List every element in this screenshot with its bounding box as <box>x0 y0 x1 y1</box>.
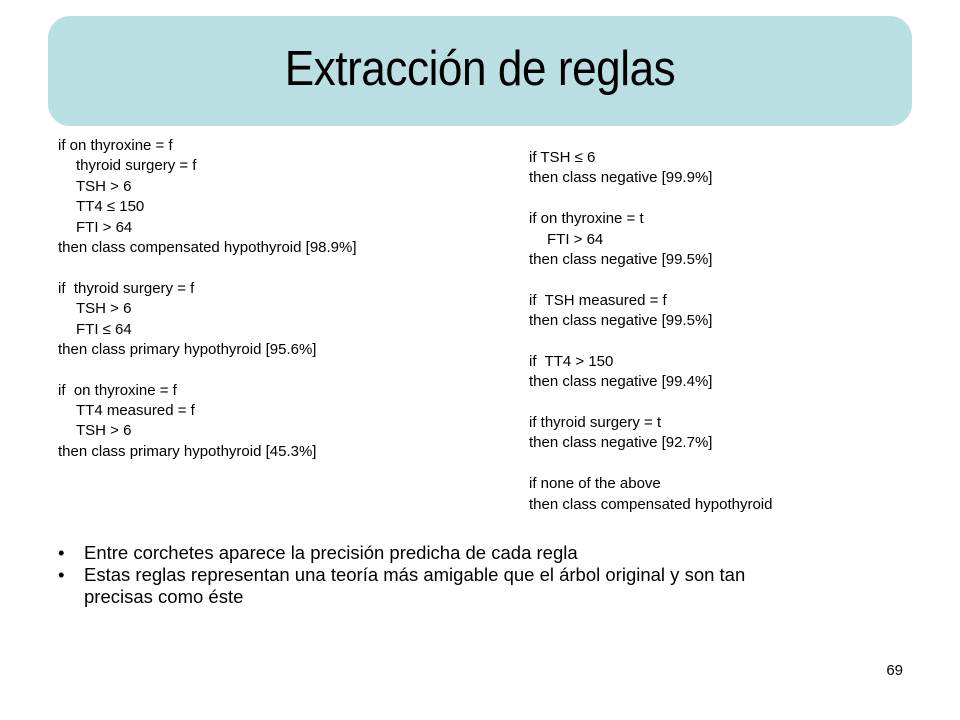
rule-line: if none of the above <box>529 475 661 493</box>
rules-left-column <box>58 136 357 462</box>
rule-line: then class negative [92.7%] <box>529 434 713 452</box>
bullet-list <box>56 542 916 608</box>
rule-line: FTI > 64 <box>76 218 133 236</box>
rule-line: then class negative [99.9%] <box>529 169 713 187</box>
rule-line: TSH > 6 <box>76 422 132 440</box>
rule-line: if TT4 > 150 <box>529 352 614 370</box>
bullet-item <box>56 542 916 564</box>
blank-line <box>529 270 772 290</box>
rule-line: then class negative [99.5%] <box>529 312 713 330</box>
blank-line <box>58 258 357 278</box>
bullet-text: precisas como éste <box>84 586 244 607</box>
page-number: 69 <box>886 662 903 679</box>
rule-line: if on thyroxine = f <box>58 137 173 154</box>
rule-line: if TSH measured = f <box>529 291 667 309</box>
rule-line: then class primary hypothyroid [45.3%] <box>58 442 317 460</box>
blank-line <box>529 393 772 413</box>
rule-line: then class compensated hypothyroid <box>529 495 773 513</box>
bullet-text: • Estas reglas representan una teoría más amigable que el árbol original y son tan <box>84 564 746 585</box>
rule-line: TSH > 6 <box>76 300 132 318</box>
rule-line: then class negative [99.5%] <box>529 250 713 268</box>
rule-line: then class primary hypothyroid [95.6%] <box>58 340 317 358</box>
slide-title: Extracción de reglas <box>284 42 676 96</box>
title-band <box>48 16 912 126</box>
rule-line: thyroid surgery = f <box>76 157 197 175</box>
rule-line: then class compensated hypothyroid [98.9%] <box>58 238 357 256</box>
rule-line: FTI ≤ 64 <box>76 320 132 338</box>
rule-line: if on thyroxine = t <box>529 210 644 228</box>
rule-line: TT4 ≤ 150 <box>76 198 145 216</box>
rule-line: TT4 measured = f <box>76 402 195 420</box>
rule-line: if on thyroxine = f <box>58 381 177 399</box>
bullet-item <box>56 564 916 608</box>
rule-line: if thyroid surgery = f <box>58 279 195 297</box>
blank-line <box>529 189 772 209</box>
rule-line: then class negative [99.4%] <box>529 373 713 391</box>
rule-line: if thyroid surgery = t <box>529 414 662 432</box>
rule-line: TSH > 6 <box>76 177 132 195</box>
blank-line <box>529 332 772 352</box>
bullet-text: • Entre corchetes aparece la precisión predicha de cada regla <box>84 542 578 563</box>
rules-right-column <box>529 148 772 515</box>
rule-line: if TSH ≤ 6 <box>529 149 596 166</box>
rule-line: FTI > 64 <box>547 230 604 248</box>
blank-line <box>529 454 772 474</box>
blank-line <box>58 360 357 380</box>
